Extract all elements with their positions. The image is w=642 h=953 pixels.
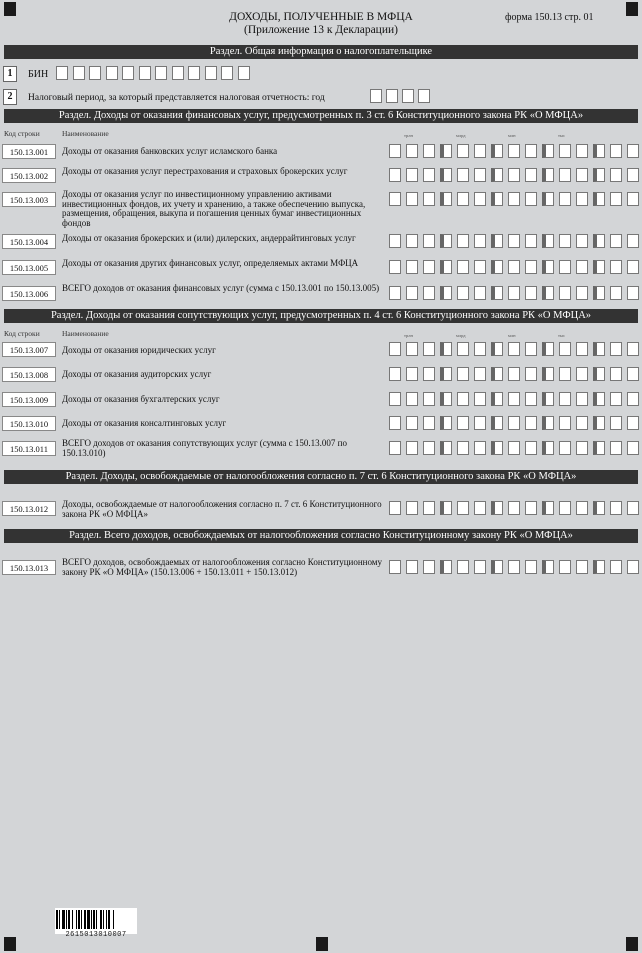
amount-cell[interactable] xyxy=(627,392,639,406)
amount-cell[interactable] xyxy=(610,260,622,274)
amount-cell[interactable] xyxy=(474,501,486,515)
amount-cell[interactable] xyxy=(491,501,503,515)
amount-cell[interactable] xyxy=(559,234,571,248)
section-exempt-income-header: Раздел. Доходы, освобождаемые от налогообложения согласно п. 7 ст. 6 Конституционного закона РК «О МФЦА» xyxy=(4,470,638,484)
amount-cell[interactable] xyxy=(406,416,418,430)
amount-cell[interactable] xyxy=(406,501,418,515)
amount-cell[interactable] xyxy=(610,392,622,406)
amount-cell[interactable] xyxy=(525,416,537,430)
row-code: 150.13.003 xyxy=(2,192,56,207)
amount-cell[interactable] xyxy=(508,342,520,356)
amount-cell[interactable] xyxy=(457,286,469,300)
amount-cell[interactable] xyxy=(491,392,503,406)
barcode-number: 2615013010007 xyxy=(65,931,127,939)
year-cell[interactable] xyxy=(418,89,430,103)
amount-cell[interactable] xyxy=(508,286,520,300)
amount-cell[interactable] xyxy=(440,416,452,430)
amount-cell[interactable] xyxy=(423,441,435,455)
amount-cell[interactable] xyxy=(627,560,639,574)
tax-period-label: Налоговый период, за который представляется налоговая отчетность: год xyxy=(28,93,325,103)
row-code: 150.13.001 xyxy=(2,144,56,159)
row-code: 150.13.012 xyxy=(2,501,56,516)
amount-cell[interactable] xyxy=(406,260,418,274)
amount-cell[interactable] xyxy=(508,260,520,274)
amount-cell[interactable] xyxy=(593,168,605,182)
amount-cell[interactable] xyxy=(593,260,605,274)
amount-cell[interactable] xyxy=(508,168,520,182)
amount-cell[interactable] xyxy=(525,234,537,248)
amount-cell[interactable] xyxy=(423,144,435,158)
row-code: 150.13.011 xyxy=(2,441,56,456)
unit-label-1: млрд xyxy=(456,133,466,138)
section-related-services-header: Раздел. Доходы от оказания сопутствующих услуг, предусмотренных п. 4 ст. 6 Конституционного закона РК «О МФЦА» xyxy=(4,309,638,323)
amount-cell[interactable] xyxy=(491,234,503,248)
amount-cell[interactable] xyxy=(457,260,469,274)
amount-cell[interactable] xyxy=(474,234,486,248)
amount-cell[interactable] xyxy=(389,441,401,455)
registration-mark-bottom-middle xyxy=(316,937,328,951)
amount-cell[interactable] xyxy=(423,501,435,515)
amount-cell[interactable] xyxy=(559,392,571,406)
amount-cell[interactable] xyxy=(576,260,588,274)
amount-cell[interactable] xyxy=(627,144,639,158)
amount-cell[interactable] xyxy=(593,234,605,248)
amount-cell[interactable] xyxy=(610,192,622,206)
amount-cell[interactable] xyxy=(610,342,622,356)
amount-cell[interactable] xyxy=(525,260,537,274)
amount-cell[interactable] xyxy=(406,367,418,381)
amount-cell[interactable] xyxy=(508,501,520,515)
amount-cell[interactable] xyxy=(423,286,435,300)
amount-cell[interactable] xyxy=(440,501,452,515)
amount-cell[interactable] xyxy=(542,260,554,274)
amount-cell[interactable] xyxy=(525,392,537,406)
amount-cell[interactable] xyxy=(457,392,469,406)
amount-cell[interactable] xyxy=(491,441,503,455)
bin-cell[interactable] xyxy=(89,66,101,80)
unit-label-0: трлн xyxy=(404,133,413,138)
row-code: 150.13.005 xyxy=(2,260,56,275)
row-description: Доходы от оказания бухгалтерских услуг xyxy=(62,394,220,404)
amount-cell[interactable] xyxy=(406,441,418,455)
amount-cell[interactable] xyxy=(610,367,622,381)
amount-cell[interactable] xyxy=(593,560,605,574)
amount-cell[interactable] xyxy=(576,392,588,406)
row-description: ВСЕГО доходов, освобождаемых от налогообложения согласно Конституционному закону РК «О МФЦА» (150.13.006 + 150.13.011 + 150.13.012) xyxy=(62,557,383,577)
amount-cell[interactable] xyxy=(559,168,571,182)
amount-cell[interactable] xyxy=(440,234,452,248)
amount-cell[interactable] xyxy=(542,501,554,515)
amount-cell[interactable] xyxy=(542,342,554,356)
unit-label-3: тыс xyxy=(558,333,565,338)
amount-cell[interactable] xyxy=(610,234,622,248)
amount-cell[interactable] xyxy=(542,234,554,248)
bin-label: БИН xyxy=(28,69,49,80)
field-1-number: 1 xyxy=(3,66,17,82)
amount-cell[interactable] xyxy=(525,286,537,300)
amount-cell[interactable] xyxy=(559,286,571,300)
section-general-header: Раздел. Общая информация о налогоплательщике xyxy=(4,45,638,59)
amount-cell[interactable] xyxy=(508,560,520,574)
amount-cell[interactable] xyxy=(423,392,435,406)
amount-cell[interactable] xyxy=(440,441,452,455)
amount-cell[interactable] xyxy=(576,144,588,158)
amount-cell[interactable] xyxy=(406,392,418,406)
amount-cell[interactable] xyxy=(593,144,605,158)
form-subtitle: (Приложение 13 к Декларации) xyxy=(244,24,398,36)
amount-cell[interactable] xyxy=(474,441,486,455)
amount-cell[interactable] xyxy=(508,144,520,158)
amount-cell[interactable] xyxy=(525,144,537,158)
amount-cell[interactable] xyxy=(457,367,469,381)
amount-cell[interactable] xyxy=(491,286,503,300)
amount-cell[interactable] xyxy=(559,441,571,455)
amount-cell[interactable] xyxy=(491,560,503,574)
amount-cell[interactable] xyxy=(542,192,554,206)
amount-cell[interactable] xyxy=(559,342,571,356)
amount-cell[interactable] xyxy=(474,342,486,356)
column-code-header-2: Код строки xyxy=(4,329,40,338)
amount-cell[interactable] xyxy=(610,416,622,430)
amount-cell[interactable] xyxy=(440,367,452,381)
row-description: Доходы от оказания юридических услуг xyxy=(62,345,216,355)
bin-cell[interactable] xyxy=(56,66,68,80)
form-number: форма 150.13 стр. 01 xyxy=(505,12,594,23)
amount-cell[interactable] xyxy=(542,416,554,430)
amount-cell[interactable] xyxy=(559,192,571,206)
amount-cell[interactable] xyxy=(559,144,571,158)
bin-cell[interactable] xyxy=(106,66,118,80)
amount-cell[interactable] xyxy=(508,192,520,206)
amount-cell[interactable] xyxy=(423,234,435,248)
amount-cell[interactable] xyxy=(508,416,520,430)
row-code: 150.13.010 xyxy=(2,416,56,431)
amount-cell[interactable] xyxy=(491,416,503,430)
column-name-header-2: Наименование xyxy=(62,329,109,338)
row-description: Доходы от оказания аудиторских услуг xyxy=(62,369,212,379)
amount-cell[interactable] xyxy=(474,286,486,300)
row-code: 150.13.007 xyxy=(2,342,56,357)
amount-cell[interactable] xyxy=(423,192,435,206)
amount-cell[interactable] xyxy=(576,192,588,206)
amount-cell[interactable] xyxy=(457,441,469,455)
section-total-exempt-header: Раздел. Всего доходов, освобождаемых от налогообложения согласно Конституционному закону РК «О МФЦА» xyxy=(4,529,638,543)
amount-cell[interactable] xyxy=(576,234,588,248)
amount-cell[interactable] xyxy=(576,367,588,381)
amount-cell[interactable] xyxy=(474,367,486,381)
bin-cell[interactable] xyxy=(221,66,233,80)
amount-cell[interactable] xyxy=(627,260,639,274)
row-description: Доходы от оказания банковских услуг исламского банка xyxy=(62,146,278,156)
amount-cell[interactable] xyxy=(542,560,554,574)
amount-cell[interactable] xyxy=(576,286,588,300)
unit-label-0: трлн xyxy=(404,333,413,338)
column-name-header: Наименование xyxy=(62,129,109,138)
amount-cell[interactable] xyxy=(576,168,588,182)
amount-cell[interactable] xyxy=(423,342,435,356)
amount-cell[interactable] xyxy=(593,392,605,406)
amount-cell[interactable] xyxy=(440,144,452,158)
amount-cell[interactable] xyxy=(559,501,571,515)
row-description: ВСЕГО доходов от оказания сопутствующих услуг (сумма с 150.13.007 по 150.13.010) xyxy=(62,438,347,458)
amount-cell[interactable] xyxy=(508,234,520,248)
amount-cell[interactable] xyxy=(440,560,452,574)
amount-cell[interactable] xyxy=(525,342,537,356)
amount-cell[interactable] xyxy=(389,501,401,515)
amount-cell[interactable] xyxy=(525,192,537,206)
amount-cell[interactable] xyxy=(457,560,469,574)
bin-cell[interactable] xyxy=(73,66,85,80)
bin-cell[interactable] xyxy=(238,66,250,80)
amount-cell[interactable] xyxy=(508,441,520,455)
amount-cell[interactable] xyxy=(576,342,588,356)
amount-cell[interactable] xyxy=(474,560,486,574)
amount-cell[interactable] xyxy=(559,260,571,274)
amount-cell[interactable] xyxy=(457,416,469,430)
amount-cell[interactable] xyxy=(576,416,588,430)
bin-cell[interactable] xyxy=(139,66,151,80)
amount-cell[interactable] xyxy=(389,192,401,206)
row-description: Доходы от оказания брокерских и (или) дилерских, андеррайтинговых услуг xyxy=(62,233,356,243)
amount-cell[interactable] xyxy=(576,441,588,455)
amount-cell[interactable] xyxy=(593,286,605,300)
amount-cell[interactable] xyxy=(440,286,452,300)
amount-cell[interactable] xyxy=(474,144,486,158)
amount-cell[interactable] xyxy=(389,367,401,381)
amount-cell[interactable] xyxy=(610,560,622,574)
amount-cell[interactable] xyxy=(627,441,639,455)
row-description: Доходы от оказания услуг перестрахования и страховых брокерских услуг xyxy=(62,166,348,176)
amount-cell[interactable] xyxy=(406,560,418,574)
year-cell[interactable] xyxy=(402,89,414,103)
amount-cell[interactable] xyxy=(474,260,486,274)
amount-cell[interactable] xyxy=(627,168,639,182)
amount-cell[interactable] xyxy=(559,416,571,430)
amount-cell[interactable] xyxy=(440,342,452,356)
amount-cell[interactable] xyxy=(525,441,537,455)
amount-cell[interactable] xyxy=(593,192,605,206)
unit-label-2: млн xyxy=(508,333,516,338)
amount-cell[interactable] xyxy=(389,260,401,274)
amount-cell[interactable] xyxy=(457,501,469,515)
amount-cell[interactable] xyxy=(525,501,537,515)
amount-cell[interactable] xyxy=(406,286,418,300)
amount-cell[interactable] xyxy=(440,392,452,406)
amount-cell[interactable] xyxy=(457,144,469,158)
row-code: 150.13.013 xyxy=(2,560,56,575)
amount-cell[interactable] xyxy=(457,168,469,182)
unit-label-1: млрд xyxy=(456,333,466,338)
amount-cell[interactable] xyxy=(593,501,605,515)
registration-mark-bottom-left xyxy=(4,937,16,951)
row-code: 150.13.006 xyxy=(2,286,56,301)
amount-cell[interactable] xyxy=(389,286,401,300)
amount-cell[interactable] xyxy=(406,144,418,158)
row-description: Доходы от оказания других финансовых услуг, определяемых актами МФЦА xyxy=(62,258,359,268)
bin-cell[interactable] xyxy=(155,66,167,80)
amount-cell[interactable] xyxy=(508,392,520,406)
amount-cell[interactable] xyxy=(542,392,554,406)
bin-cell[interactable] xyxy=(188,66,200,80)
row-description: ВСЕГО доходов от оказания финансовых услуг (сумма с 150.13.001 по 150.13.005) xyxy=(62,283,380,293)
row-code: 150.13.009 xyxy=(2,392,56,407)
amount-cell[interactable] xyxy=(627,501,639,515)
amount-cell[interactable] xyxy=(491,168,503,182)
amount-cell[interactable] xyxy=(542,286,554,300)
row-code: 150.13.004 xyxy=(2,234,56,249)
amount-cell[interactable] xyxy=(440,168,452,182)
amount-cell[interactable] xyxy=(627,367,639,381)
section-financial-services-header: Раздел. Доходы от оказания финансовых услуг, предусмотренных п. 3 ст. 6 Конституционного закона РК «О МФЦА» xyxy=(4,109,638,123)
amount-cell[interactable] xyxy=(491,144,503,158)
amount-cell[interactable] xyxy=(559,367,571,381)
form-title: ДОХОДЫ, ПОЛУЧЕННЫЕ В МФЦА xyxy=(229,11,413,23)
amount-cell[interactable] xyxy=(491,342,503,356)
amount-cell[interactable] xyxy=(627,416,639,430)
amount-cell[interactable] xyxy=(491,192,503,206)
amount-cell[interactable] xyxy=(423,168,435,182)
amount-cell[interactable] xyxy=(423,367,435,381)
amount-cell[interactable] xyxy=(576,501,588,515)
row-code: 150.13.008 xyxy=(2,367,56,382)
amount-cell[interactable] xyxy=(474,192,486,206)
amount-cell[interactable] xyxy=(406,342,418,356)
unit-label-3: тыс xyxy=(558,133,565,138)
amount-cell[interactable] xyxy=(440,192,452,206)
amount-cell[interactable] xyxy=(542,367,554,381)
amount-cell[interactable] xyxy=(576,560,588,574)
amount-cell[interactable] xyxy=(457,342,469,356)
amount-cell[interactable] xyxy=(627,192,639,206)
row-description: Доходы от оказания услуг по инвестиционному управлению активами инвестиционных фондов, их учету и хранению, а также обеспечению выпуска, размещения, обращения, выкупа и погашения ценных бумаг инвестиционных фондов xyxy=(62,189,366,228)
amount-cell[interactable] xyxy=(474,392,486,406)
amount-cell[interactable] xyxy=(610,501,622,515)
amount-cell[interactable] xyxy=(525,367,537,381)
amount-cell[interactable] xyxy=(389,342,401,356)
amount-cell[interactable] xyxy=(508,367,520,381)
amount-cell[interactable] xyxy=(627,286,639,300)
row-description: Доходы, освобождаемые от налогообложения согласно п. 7 ст. 6 Конституционного закона РК «О МФЦА» xyxy=(62,499,382,519)
row-code: 150.13.002 xyxy=(2,168,56,183)
amount-cell[interactable] xyxy=(593,367,605,381)
amount-cell[interactable] xyxy=(457,234,469,248)
amount-cell[interactable] xyxy=(491,260,503,274)
bin-cell[interactable] xyxy=(122,66,134,80)
amount-cell[interactable] xyxy=(389,416,401,430)
amount-cell[interactable] xyxy=(491,367,503,381)
amount-cell[interactable] xyxy=(440,260,452,274)
year-cell[interactable] xyxy=(386,89,398,103)
column-code-header: Код строки xyxy=(4,129,40,138)
amount-cell[interactable] xyxy=(389,144,401,158)
amount-cell[interactable] xyxy=(627,342,639,356)
amount-cell[interactable] xyxy=(389,234,401,248)
amount-cell[interactable] xyxy=(423,560,435,574)
amount-cell[interactable] xyxy=(423,260,435,274)
amount-cell[interactable] xyxy=(542,144,554,158)
amount-cell[interactable] xyxy=(559,560,571,574)
amount-cell[interactable] xyxy=(593,441,605,455)
amount-cell[interactable] xyxy=(457,192,469,206)
amount-cell[interactable] xyxy=(627,234,639,248)
amount-cell[interactable] xyxy=(542,441,554,455)
unit-label-2: млн xyxy=(508,133,516,138)
amount-cell[interactable] xyxy=(593,416,605,430)
year-cell[interactable] xyxy=(370,89,382,103)
field-2-number: 2 xyxy=(3,89,17,105)
amount-cell[interactable] xyxy=(406,234,418,248)
amount-cell[interactable] xyxy=(525,560,537,574)
amount-cell[interactable] xyxy=(389,560,401,574)
bin-cell[interactable] xyxy=(205,66,217,80)
amount-cell[interactable] xyxy=(610,286,622,300)
bin-cell[interactable] xyxy=(172,66,184,80)
amount-cell[interactable] xyxy=(389,392,401,406)
amount-cell[interactable] xyxy=(610,168,622,182)
amount-cell[interactable] xyxy=(474,168,486,182)
amount-cell[interactable] xyxy=(474,416,486,430)
amount-cell[interactable] xyxy=(610,144,622,158)
row-description: Доходы от оказания консалтинговых услуг xyxy=(62,418,227,428)
amount-cell[interactable] xyxy=(406,168,418,182)
amount-cell[interactable] xyxy=(406,192,418,206)
amount-cell[interactable] xyxy=(610,441,622,455)
amount-cell[interactable] xyxy=(593,342,605,356)
registration-mark-bottom-right xyxy=(626,937,638,951)
amount-cell[interactable] xyxy=(389,168,401,182)
amount-cell[interactable] xyxy=(542,168,554,182)
amount-cell[interactable] xyxy=(423,416,435,430)
amount-cell[interactable] xyxy=(525,168,537,182)
